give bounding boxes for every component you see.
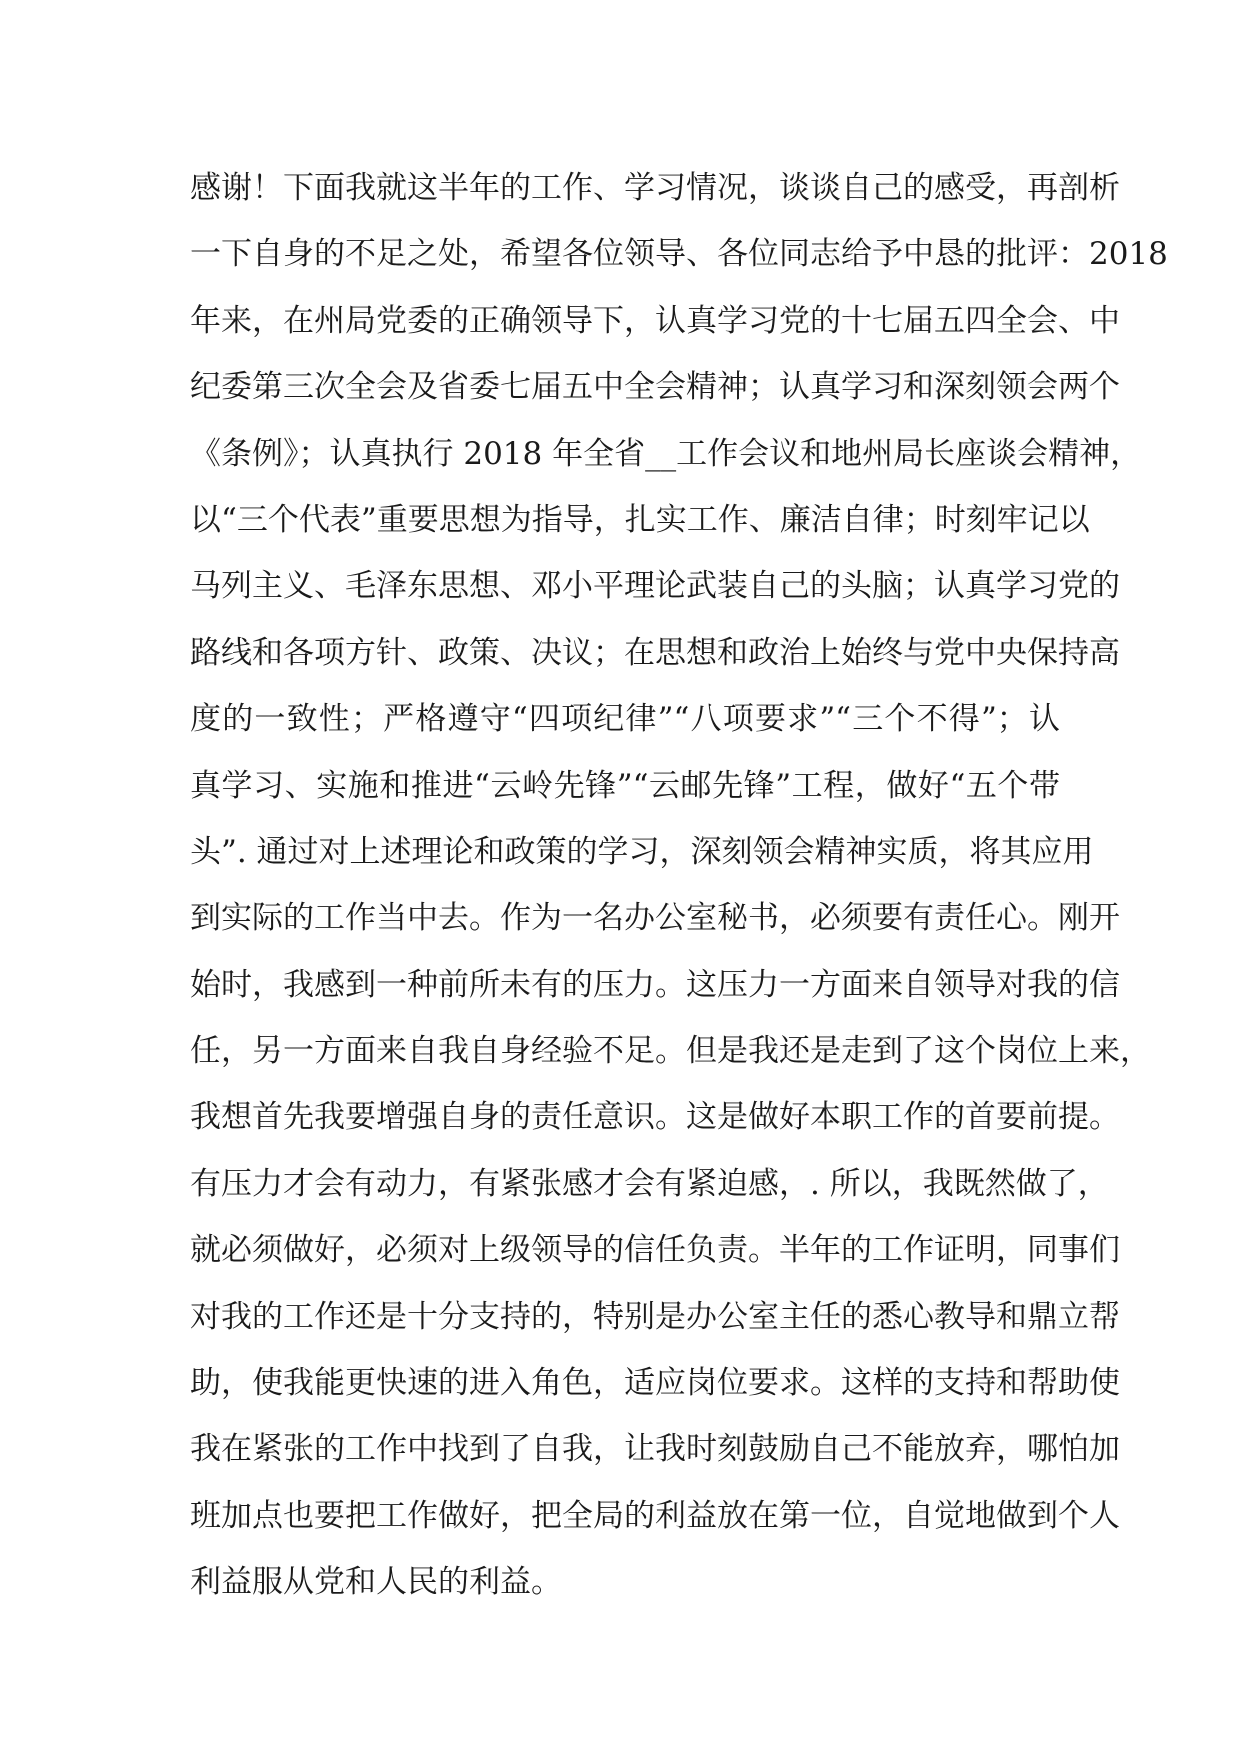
text-line-12: 到实际的工作当中去。作为一名办公室秘书，必须要有责任心。刚开: [190, 900, 1120, 937]
text-line-16: 有压力才会有动力，有紧张感才会有紧迫感，. 所以，我既然做了，: [190, 1165, 1109, 1202]
text-line-13: 始时，我感到一种前所未有的压力。这压力一方面来自领导对我的信: [190, 966, 1120, 1003]
text-line-21: 班加点也要把工作做好，把全局的利益放在第一位，自觉地做到个人: [190, 1497, 1120, 1534]
text-line-18: 对我的工作还是十分支持的，特别是办公室主任的悉心教导和鼎立帮: [190, 1298, 1120, 1335]
text-line-2: 一下自身的不足之处，希望各位领导、各位同志给予中恳的批评：2018: [190, 236, 1168, 273]
text-line-8: 路线和各项方针、政策、决议；在思想和政治上始终与党中央保持高: [190, 634, 1120, 671]
body-paragraph: [190, 155, 1168, 1616]
text-line-3: 年来，在州局党委的正确领导下，认真学习党的十七届五四全会、中: [190, 302, 1120, 339]
text-line-20: 我在紧张的工作中找到了自我，让我时刻鼓励自己不能放弃，哪怕加: [190, 1431, 1120, 1468]
text-line-5: 《条例》；认真执行 2018 年全省__工作会议和地州局长座谈会精神，: [190, 435, 1142, 472]
text-line-10: 真学习、实施和推进“云岭先锋”“云邮先锋”工程，做好“五个带: [190, 767, 1060, 804]
text-line-11: 头”. 通过对上述理论和政策的学习，深刻领会精神实质，将其应用: [190, 833, 1094, 870]
text-line-4: 纪委第三次全会及省委七届五中全会精神；认真学习和深刻领会两个: [190, 369, 1120, 406]
text-line-1: 感谢！下面我就这半年的工作、学习情况，谈谈自己的感受，再剖析: [190, 170, 1120, 206]
text-line-7: 马列主义、毛泽东思想、邓小平理论武装自己的头脑；认真学习党的: [190, 568, 1120, 605]
text-line-22: 利益服从党和人民的利益。: [190, 1564, 562, 1601]
text-line-14: 任，另一方面来自我自身经验不足。但是我还是走到了这个岗位上来，: [190, 1033, 1151, 1070]
text-line-19: 助，使我能更快速的进入角色，适应岗位要求。这样的支持和帮助使: [190, 1365, 1120, 1402]
text-line-6: 以“三个代表”重要思想为指导，扎实工作、廉洁自律；时刻牢记以: [190, 501, 1090, 538]
text-line-15: 我想首先我要增强自身的责任意识。这是做好本职工作的首要前提。: [190, 1099, 1120, 1136]
text-line-9: 度的一致性；严格遵守“四项纪律”“八项要求”“三个不得”；认: [190, 701, 1060, 738]
text-line-17: 就必须做好，必须对上级领导的信任负责。半年的工作证明，同事们: [190, 1232, 1120, 1269]
